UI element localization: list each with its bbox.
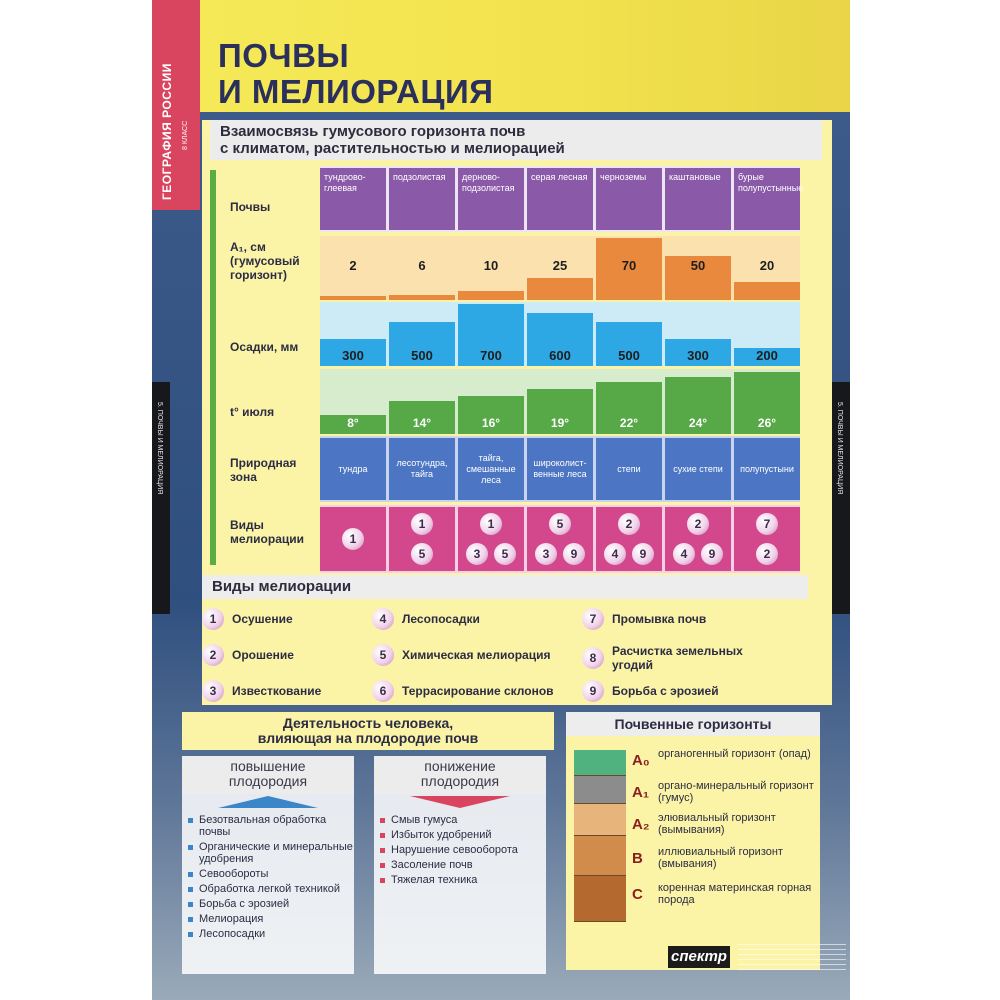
horizon-symbol: B	[632, 850, 643, 867]
row-label-mel-line-2: мелиорации	[230, 532, 305, 546]
soil-cell: тундрово-глеевая	[320, 168, 386, 230]
horizon-symbol: C	[632, 886, 643, 903]
melioration-type-number: 5	[372, 644, 394, 666]
activity-heading-line-1: Деятельность человека,	[282, 715, 454, 731]
activity-list-item	[188, 868, 354, 880]
activity-heading	[182, 712, 554, 750]
zone-cell: сухие степи	[665, 438, 731, 500]
grade-label: 8 КЛАСС	[182, 120, 189, 150]
humus-bar	[458, 291, 524, 300]
bullet-square-icon	[188, 818, 193, 823]
humus-value: 20	[759, 258, 775, 273]
decrease-title-line-1: понижение	[424, 758, 496, 774]
activity-list-item	[188, 898, 354, 910]
melioration-number: 9	[701, 543, 723, 565]
bullet-square-icon	[380, 848, 385, 853]
melioration-number: 7	[756, 513, 778, 535]
horizon-layer	[574, 836, 626, 876]
right-strip-text: 5. ПОЧВЫ И МЕЛИОРАЦИЯ	[836, 402, 843, 495]
temp-value: 22°	[619, 416, 639, 430]
melioration-cell	[734, 507, 800, 571]
horizon-symbol: A₂	[632, 816, 650, 833]
melioration-number: 3	[535, 543, 557, 565]
activity-item-text: Безотвальная обработка почвы	[199, 814, 327, 838]
melioration-type-label: Лесопосадки	[402, 612, 480, 626]
soil-cell: черноземы	[596, 168, 662, 230]
precip-row	[320, 302, 800, 366]
series-tab	[152, 0, 200, 210]
melioration-type-label: Осушение	[232, 612, 293, 626]
melioration-type-label: Расчистка земельных угодий	[612, 644, 743, 672]
melioration-type-label: Террасирование склонов	[402, 684, 554, 698]
zone-cell: тундра	[320, 438, 386, 500]
row-label-temp: t° июля	[230, 405, 275, 419]
activity-item-text: Лесопосадки	[199, 928, 266, 940]
increase-title-line-1: повышение	[230, 758, 306, 774]
increase-title-line-2: плодородия	[228, 773, 308, 789]
humus-bar	[320, 296, 386, 300]
activity-list-item	[380, 814, 546, 826]
activity-list-item	[188, 883, 354, 895]
precip-value: 500	[618, 348, 640, 363]
melioration-number: 3	[466, 543, 488, 565]
precip-value: 300	[342, 348, 364, 363]
up-arrow-icon	[218, 796, 318, 808]
humus-value: 2	[349, 258, 357, 273]
melioration-number: 2	[687, 513, 709, 535]
activity-list-item	[380, 859, 546, 871]
melioration-row	[320, 505, 800, 573]
precip-value: 500	[411, 348, 433, 363]
bullet-square-icon	[380, 833, 385, 838]
bullet-square-icon	[188, 845, 193, 850]
melioration-number: 9	[563, 543, 585, 565]
horizons-heading: Почвенные горизонты	[566, 712, 820, 736]
page-title	[218, 38, 493, 110]
melioration-number: 4	[604, 543, 626, 565]
bullet-square-icon	[380, 878, 385, 883]
melioration-number: 5	[411, 543, 433, 565]
decrease-title-line-2: плодородия	[420, 773, 500, 789]
melioration-number: 9	[632, 543, 654, 565]
melioration-type-number: 1	[202, 608, 224, 630]
zone-cell: широколист-венные леса	[527, 438, 593, 500]
humus-bar	[734, 282, 800, 300]
row-label-zone-line-1: Природная	[230, 456, 297, 470]
left-strip	[152, 382, 170, 614]
melioration-type-label: Борьба с эрозией	[612, 684, 719, 698]
activity-section	[182, 712, 554, 974]
activity-list-item	[188, 913, 354, 925]
temp-value: 26°	[757, 416, 777, 430]
temp-value: 8°	[347, 416, 359, 430]
activity-list-item	[380, 874, 546, 886]
melioration-type-number: 4	[372, 608, 394, 630]
melioration-type-item	[372, 644, 577, 666]
melioration-cell	[458, 507, 524, 571]
decrease-fertility-title	[374, 756, 546, 794]
title-line-2: И МЕЛИОРАЦИЯ	[218, 73, 494, 110]
title-line-1: ПОЧВЫ	[218, 37, 350, 74]
activity-item-text: Борьба с эрозией	[199, 898, 290, 910]
activity-heading-line-2: влияющая на плодородие почв	[257, 730, 479, 746]
melioration-type-item	[582, 608, 772, 630]
melioration-type-label: Известкование	[232, 684, 322, 698]
melioration-type-number: 3	[202, 680, 224, 702]
row-label-soils: Почвы	[230, 200, 271, 214]
humus-value: 10	[483, 258, 499, 273]
zone-row	[320, 436, 800, 502]
melioration-type-label: Химическая мелиорация	[402, 648, 551, 662]
humus-row	[320, 236, 800, 300]
melioration-type-number: 7	[582, 608, 604, 630]
bullet-square-icon	[188, 887, 193, 892]
melioration-number: 4	[673, 543, 695, 565]
relation-panel	[202, 120, 832, 705]
fine-print	[738, 944, 846, 972]
melioration-cell	[665, 507, 731, 571]
horizon-description: органогенный горизонт (опад)	[658, 748, 811, 760]
melioration-type-number: 6	[372, 680, 394, 702]
activity-list-item	[188, 928, 354, 940]
soil-cell: подзолистая	[389, 168, 455, 230]
row-label-humus-line-1: А₁, см	[230, 240, 266, 254]
soil-cell: каштановые	[665, 168, 731, 230]
bullet-square-icon	[188, 917, 193, 922]
melioration-cell	[389, 507, 455, 571]
horizon-description: коренная материнская горная порода	[658, 882, 812, 906]
bullet-square-icon	[188, 902, 193, 907]
precip-value: 600	[549, 348, 571, 363]
horizon-symbol: A₁	[632, 784, 650, 801]
decrease-fertility-box	[374, 756, 546, 974]
temp-value: 24°	[688, 416, 708, 430]
row-label-melioration	[230, 518, 304, 546]
green-arrow-bar	[210, 170, 216, 565]
activity-item-text: Избыток удобрений	[391, 829, 492, 841]
melioration-type-label: Промывка почв	[612, 612, 707, 626]
poster	[152, 0, 850, 1000]
zone-cell: лесотундра, тайга	[389, 438, 455, 500]
bullet-square-icon	[380, 818, 385, 823]
bullet-square-icon	[188, 932, 193, 937]
horizon-layer	[574, 876, 626, 922]
down-arrow-icon	[410, 796, 510, 808]
row-label-zone	[230, 456, 296, 484]
row-label-mel-line-1: Виды	[230, 518, 264, 532]
horizon-description: элювиальный горизонт (вымывания)	[658, 812, 776, 836]
melioration-cell	[527, 507, 593, 571]
soil-row	[320, 166, 804, 232]
decrease-list	[380, 814, 546, 889]
melioration-number: 2	[618, 513, 640, 535]
melioration-type-item	[372, 680, 577, 702]
increase-fertility-box	[182, 756, 354, 974]
soil-cell: дерново-подзолистая	[458, 168, 524, 230]
left-strip-text: 5. ПОЧВЫ И МЕЛИОРАЦИЯ	[156, 402, 163, 495]
activity-item-text: Мелиорация	[199, 913, 264, 925]
zone-cell: степи	[596, 438, 662, 500]
activity-list-item	[188, 814, 354, 838]
melioration-type-number: 8	[582, 647, 604, 669]
temp-value: 14°	[412, 416, 432, 430]
melioration-heading: Виды мелиорации	[202, 575, 808, 599]
melioration-type-item	[372, 608, 577, 630]
row-label-humus	[230, 240, 300, 282]
relation-heading-line-1: Взаимосвязь гумусового горизонта почв	[220, 123, 526, 140]
increase-fertility-title	[182, 756, 354, 794]
activity-item-text: Тяжелая техника	[391, 874, 478, 886]
horizons-section	[566, 712, 820, 970]
soil-profile-column	[574, 750, 626, 922]
melioration-cell	[320, 507, 386, 571]
temp-row	[320, 369, 800, 434]
activity-item-text: Нарушение севооборота	[391, 844, 518, 856]
melioration-type-item	[582, 644, 772, 672]
activity-item-text: Севообороты	[199, 868, 269, 880]
bullet-square-icon	[380, 863, 385, 868]
melioration-type-number: 2	[202, 644, 224, 666]
melioration-number: 5	[549, 513, 571, 535]
row-label-precip: Осадки, мм	[230, 340, 299, 354]
temp-value: 16°	[481, 416, 501, 430]
relation-heading-line-2: с климатом, растительностью и мелиорацией	[220, 140, 565, 157]
humus-value: 50	[690, 258, 706, 273]
melioration-number: 5	[494, 543, 516, 565]
horizon-symbol: A₀	[632, 752, 650, 769]
melioration-type-number: 9	[582, 680, 604, 702]
activity-list-item	[380, 844, 546, 856]
publisher-logo: спектр	[668, 946, 730, 968]
activity-item-text: Органические и минеральные удобрения	[199, 841, 353, 865]
humus-bar	[389, 295, 455, 300]
humus-value: 70	[621, 258, 637, 273]
bullet-square-icon	[188, 872, 193, 877]
row-label-zone-line-2: зона	[230, 470, 257, 484]
precip-value: 700	[480, 348, 502, 363]
horizon-description: иллювиальный горизонт (вмывания)	[658, 846, 783, 870]
activity-item-text: Смыв гумуса	[391, 814, 458, 826]
soil-cell: серая лесная	[527, 168, 593, 230]
humus-value: 6	[418, 258, 426, 273]
zone-cell: тайга, смешанные леса	[458, 438, 524, 500]
series-label: ГЕОГРАФИЯ РОССИИ	[160, 63, 174, 200]
activity-list-item	[188, 841, 354, 865]
melioration-cell	[596, 507, 662, 571]
zone-cell: полупустыни	[734, 438, 800, 500]
activity-item-text: Засоление почв	[391, 859, 473, 871]
horizon-description: органо-минеральный горизонт (гумус)	[658, 780, 814, 804]
row-label-humus-line-3: горизонт)	[230, 268, 287, 282]
melioration-number: 1	[342, 528, 364, 550]
melioration-number: 1	[411, 513, 433, 535]
precip-value: 300	[687, 348, 709, 363]
horizon-layer	[574, 750, 626, 776]
melioration-type-label: Орошение	[232, 648, 294, 662]
melioration-number: 1	[480, 513, 502, 535]
row-label-humus-line-2: (гумусовый	[230, 254, 300, 268]
humus-bar	[527, 278, 593, 300]
temp-value: 19°	[550, 416, 570, 430]
precip-value: 200	[756, 348, 778, 363]
melioration-number: 2	[756, 543, 778, 565]
soil-cell: бурые полупустынные	[734, 168, 800, 230]
melioration-type-item	[582, 680, 772, 702]
horizon-layer	[574, 776, 626, 804]
relation-heading	[210, 120, 822, 160]
horizon-layer	[574, 804, 626, 836]
right-strip	[832, 382, 850, 614]
humus-value: 25	[552, 258, 568, 273]
increase-list	[188, 814, 354, 943]
activity-list-item	[380, 829, 546, 841]
activity-item-text: Обработка легкой техникой	[199, 883, 341, 895]
